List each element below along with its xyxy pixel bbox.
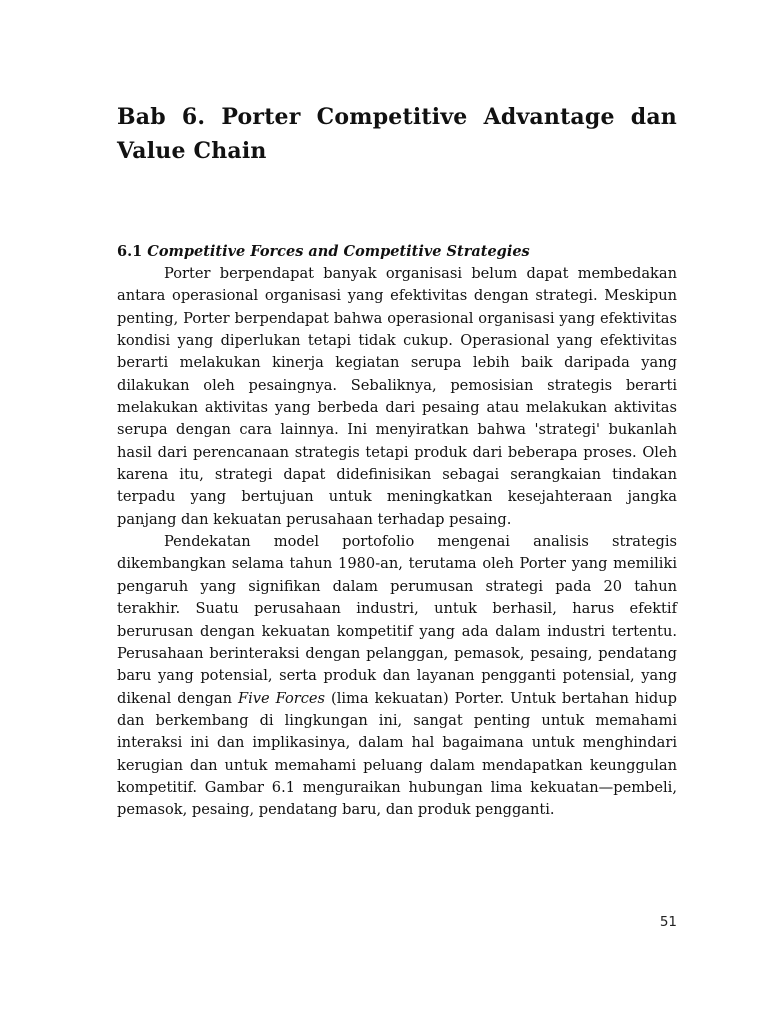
section-title: Competitive Forces and Competitive Strategies <box>147 243 530 260</box>
chapter-title: Bab 6. Porter Competitive Advantage dan Value Chain <box>117 104 677 164</box>
page-number: 51 <box>659 914 677 930</box>
five-forces-term: Five Forces <box>238 689 326 707</box>
paragraph-2-text-before: Pendekatan model portofolio mengenai analisis strategis dikembangkan selama tahun 1980-an, terutama oleh Porter yang memiliki pengaruh yang signifikan dalam perumusan strategi pada 20 tahun terakhir. Suatu perusahaan industri, untuk berhasil, harus efektif berurusan dengan kekuatan kompetitif yang ada dalam industri tertentu. Perusahaan berinteraksi dengan pelanggan, pemasok, pesaing, pendatang baru yang potensial, serta produk dan layanan pengganti potensial, yang dikenal dengan <box>117 533 677 707</box>
section-heading <box>117 241 677 263</box>
section-number: 6.1 <box>117 243 143 260</box>
paragraph-2-text-after: (lima kekuatan) Porter. Untuk bertahan hidup dan berkembang di lingkungan ini, sangat penting untuk memahami interaksi ini dan implikasinya, dalam hal bagaimana untuk menghindari kerugian dan untuk memahami peluang dalam mendapatkan keunggulan kompetitif. Gambar 6.1 menguraikan hubungan lima kekuatan—pembeli, pemasok, pesaing, pendatang baru, dan produk pengganti. <box>117 689 677 819</box>
section-6-1 <box>117 241 677 822</box>
paragraph-1: Porter berpendapat banyak organisasi belum dapat membedakan antara operasional organisasi yang efektivitas dengan strategi. Meskipun penting, Porter berpendapat bahwa operasional organisasi yang efektivitas kondisi yang diperlukan tetapi tidak cukup. Operasional yang efektivitas berarti melakukan kinerja kegiatan serupa lebih baik daripada yang dilakukan oleh pesaingnya. Sebaliknya, pemosisian strategis berarti melakukan aktivitas yang berbeda dari pesaing atau melakukan aktivitas serupa dengan cara lainnya. Ini menyiratkan bahwa 'strategi' bukanlah hasil dari perencanaan strategis tetapi produk dari beberapa proses. Oleh karena itu, strategi dapat didefinisikan sebagai serangkaian tindakan terpadu yang bertujuan untuk meningkatkan kesejahteraan jangka panjang dan kekuatan perusahaan terhadap pesaing. <box>117 265 677 528</box>
paragraph-2 <box>117 531 677 821</box>
